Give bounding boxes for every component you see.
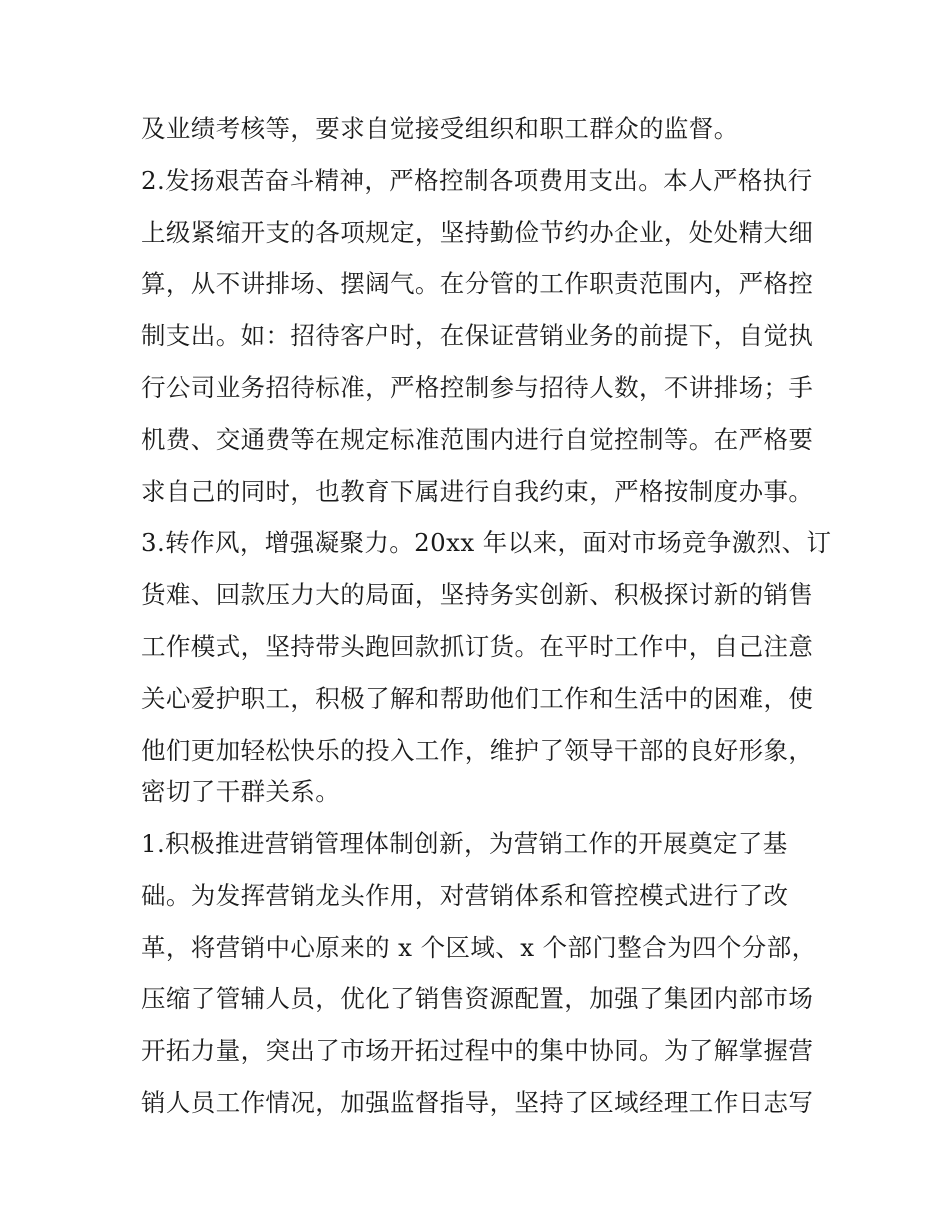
text-line: 行公司业务招待标准，严格控制参与招待人数，不讲排场；手 — [141, 373, 814, 402]
text-line: 础。为发挥营销龙头作用，对营销体系和管控模式进行了改 — [141, 881, 789, 910]
text-line: 密切了干群关系。 — [141, 777, 341, 806]
text-line: 压缩了管辅人员，优化了销售资源配置，加强了集团内部市场 — [141, 984, 814, 1013]
text-line: 及业绩考核等，要求自觉接受组织和职工群众的监督。 — [141, 114, 739, 143]
text-line: 销人员工作情况，加强监督指导，坚持了区域经理工作日志写 — [141, 1088, 814, 1117]
text-line: 开拓力量，突出了市场开拓过程中的集中协同。为了解掌握营 — [141, 1036, 814, 1065]
text-line: 求自己的同时，也教育下属进行自我约束，严格按制度办事。 — [141, 477, 814, 506]
text-line: 工作模式，坚持带头跑回款抓订货。在平时工作中，自己注意 — [141, 632, 814, 661]
text-line: 3.转作风，增强凝聚力。20xx 年以来，面对市场竞争激烈、订 — [141, 528, 832, 557]
text-line: 上级紧缩开支的各项规定，坚持勤俭节约办企业，处处精大细 — [141, 218, 814, 247]
text-line: 关心爱护职工，积极了解和帮助他们工作和生活中的困难，使 — [141, 684, 814, 713]
text-line: 他们更加轻松快乐的投入工作，维护了领导干部的良好形象， — [141, 736, 814, 765]
text-line: 1.积极推进营销管理体制创新，为营销工作的开展奠定了基 — [141, 829, 788, 858]
text-line: 货难、回款压力大的局面，坚持务实创新、积极探讨新的销售 — [141, 580, 814, 609]
text-line: 2.发扬艰苦奋斗精神，严格控制各项费用支出。本人严格执行 — [141, 166, 813, 195]
text-line: 革，将营销中心原来的 x 个区域、x 个部门整合为四个分部， — [141, 933, 817, 962]
text-line: 制支出。如：招待客户时，在保证营销业务的前提下，自觉执 — [141, 321, 814, 350]
text-line: 算，从不讲排场、摆阔气。在分管的工作职责范围内，严格控 — [141, 269, 814, 298]
text-line: 机费、交通费等在规定标准范围内进行自觉控制等。在严格要 — [141, 425, 814, 454]
